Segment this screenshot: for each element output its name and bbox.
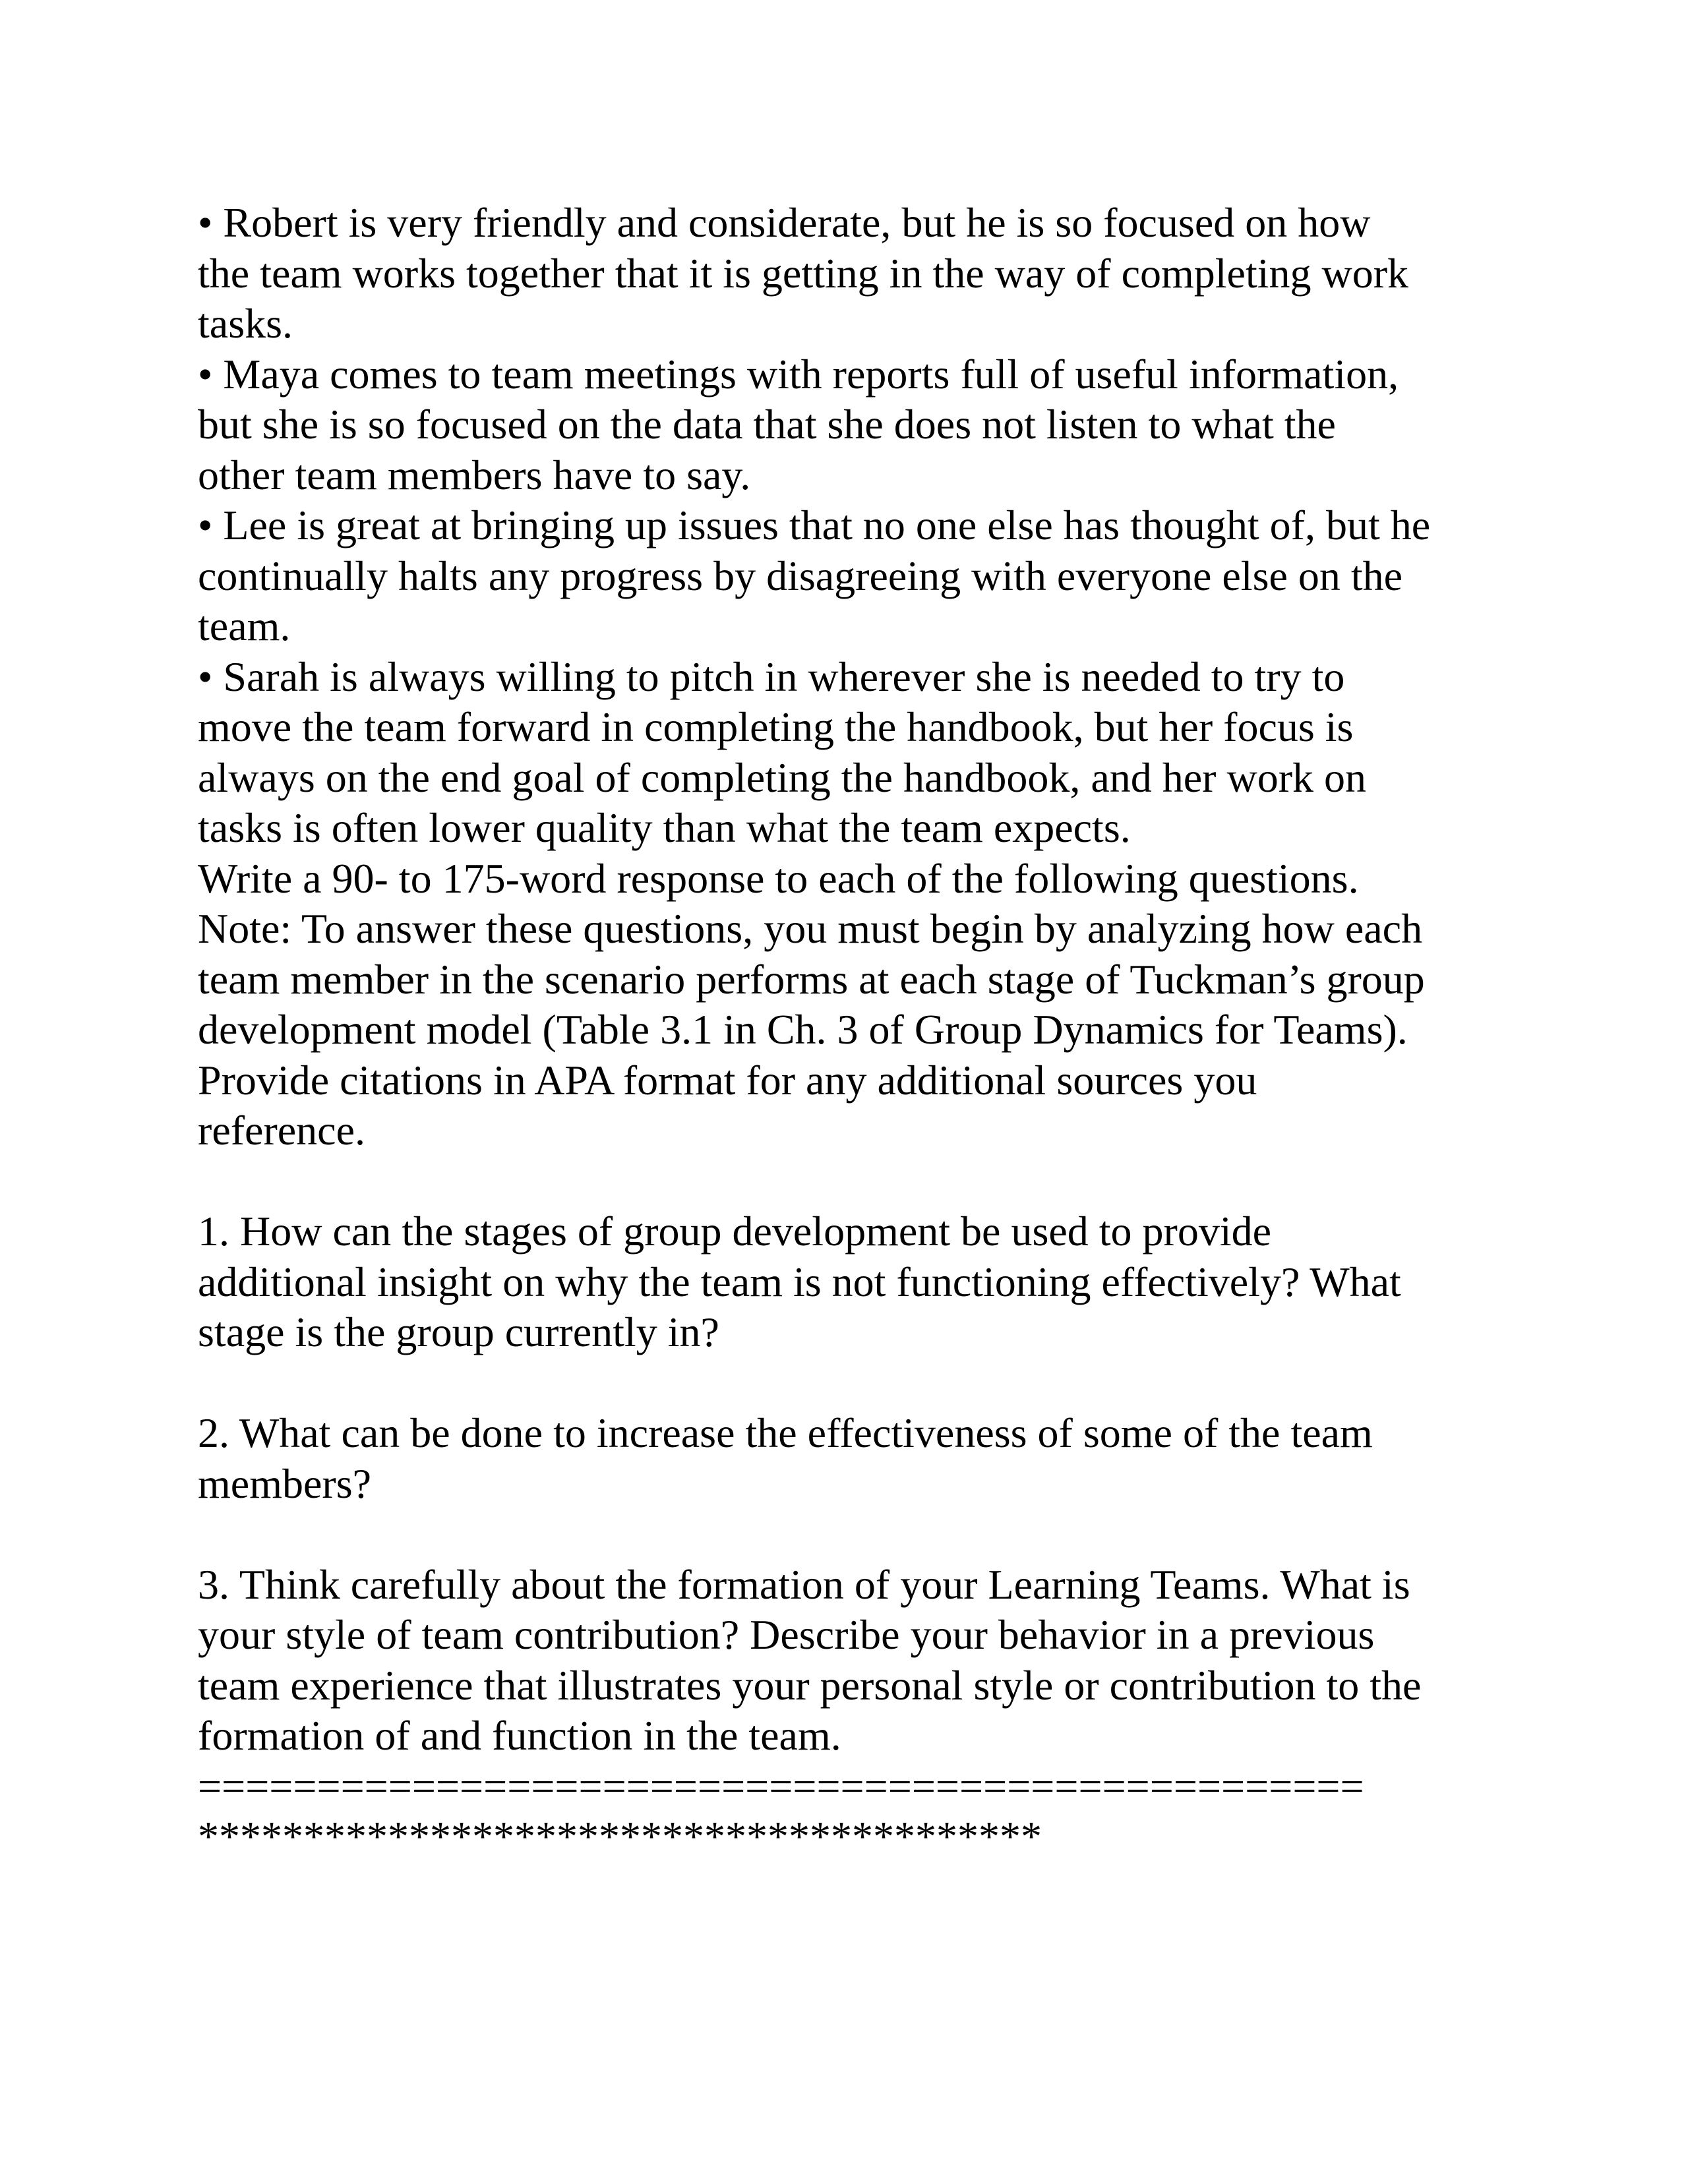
spacer	[198, 1358, 1517, 1409]
question-3: 3. Think carefully about the formation of your Learning Teams. What is your style of team contribution? Describe your behavior in a previous team experience that illustrates your personal style or contribution to the formation of and function in the team.	[198, 1560, 1422, 1759]
bullet-robert: • Robert is very friendly and considerate, but he is so focused on how the team works together that it is getting in the way of completing work tasks.	[198, 199, 1409, 347]
instruction-text: Write a 90- to 175-word response to each of the following questions.	[198, 854, 1359, 902]
bullet-lee: • Lee is great at bringing up issues that no one else has thought of, but he continually halts any progress by disagreeing with everyone else on the team.	[198, 502, 1431, 649]
separator-stars: ****************************************	[198, 1813, 1042, 1860]
separator-equals: =================================================	[198, 1762, 1364, 1810]
spacer	[198, 1156, 1517, 1207]
note-text: Note: To answer these questions, you must begin by analyzing how each team member in the scenario performs at each stage of Tuckman’s group development model (Table 3.1 in Ch. 3 of Group Dynamics for Teams). Provide citations in APA format for any additional sources you reference.	[198, 905, 1425, 1154]
question-2: 2. What can be done to increase the effectiveness of some of the team members?	[198, 1409, 1373, 1507]
bullet-maya: • Maya comes to team meetings with reports full of useful information, but she is so focused on the data that she does not listen to what the other team members have to say.	[198, 350, 1399, 498]
spacer	[198, 1509, 1517, 1560]
question-1: 1. How can the stages of group development be used to provide additional insight on why the team is not functioning effectively? What stage is the group currently in?	[198, 1208, 1401, 1355]
document-page	[198, 198, 1517, 1862]
bullet-sarah: • Sarah is always willing to pitch in wherever she is needed to try to move the team forward in completing the handbook, but her focus is always on the end goal of completing the handbook, and her work on tasks is often lower quality than what the team expects.	[198, 653, 1366, 851]
